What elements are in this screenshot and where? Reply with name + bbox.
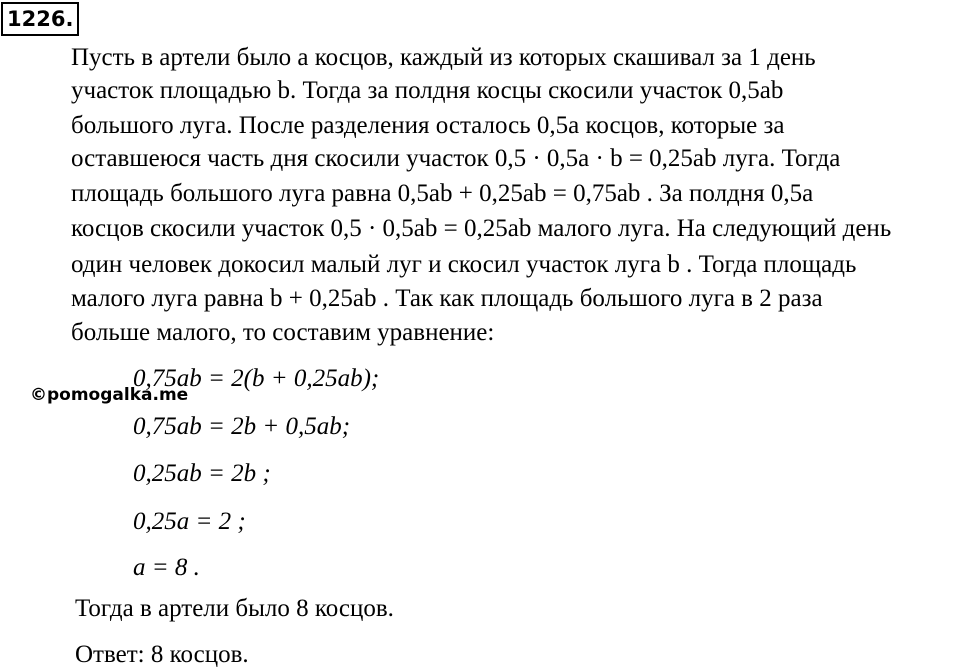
equation-4: 0,25a = 2 ; [133, 508, 246, 535]
solution-line-5: площадь большого луга равна 0,5ab + 0,25ab = 0,75ab . За полдня 0,5a [71, 180, 814, 207]
solution-line-9: больше малого, то составим уравнение: [71, 319, 495, 346]
solution-line-6: косцов скосили участок 0,5 · 0,5ab = 0,25ab малого луга. На следующий день [71, 215, 892, 242]
solution-line-4: оставшеюся часть дня скосили участок 0,5 · 0,5a · b = 0,25ab луга. Тогда [71, 145, 841, 172]
solution-line-3: большого луга. После разделения осталось 0,5a косцов, которые за [71, 112, 785, 139]
solution-line-2: участок площадью b. Тогда за полдня косцы скосили участок 0,5ab [71, 77, 784, 104]
solution-line-1: Пусть в артели было a косцов, каждый из которых скашивал за 1 день [71, 44, 816, 71]
equation-2: 0,75ab = 2b + 0,5ab; [133, 413, 351, 440]
problem-number: 1226. [1, 2, 79, 36]
answer-text: Ответ: 8 косцов. [75, 641, 249, 668]
conclusion-text: Тогда в артели было 8 косцов. [75, 595, 394, 622]
equation-1: 0,75ab = 2(b + 0,25ab); [133, 365, 380, 392]
equation-5: a = 8 . [133, 554, 200, 581]
equation-3: 0,25ab = 2b ; [133, 460, 271, 487]
solution-line-8: малого луга равна b + 0,25ab . Так как площадь большого луга в 2 раза [71, 285, 823, 312]
watermark: ©pomogalka.me [30, 385, 189, 405]
solution-line-7: один человек докосил малый луг и скосил участок луга b . Тогда площадь [71, 251, 857, 278]
